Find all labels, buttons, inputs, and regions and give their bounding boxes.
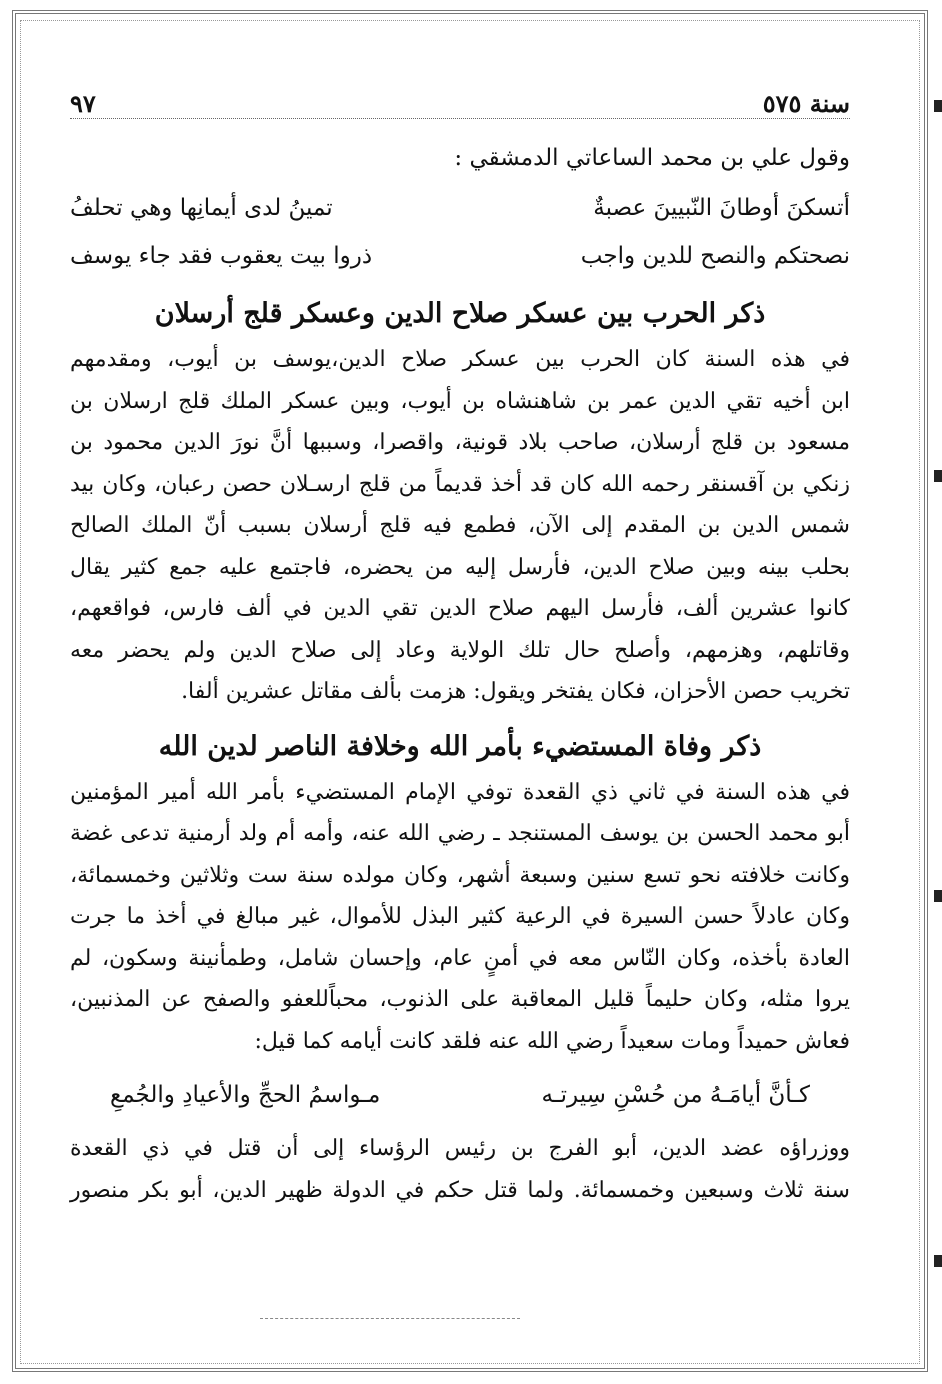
text-line: ووزراؤه عضد الدين، أبو الفرج بن رئيس الرؤساء إلى أن قتل في ذي القعدة <box>70 1136 850 1161</box>
header-year: سنة ٥٧٥ <box>762 89 850 118</box>
binding-mark <box>934 1255 942 1267</box>
bottom-rule <box>260 1318 520 1319</box>
verse-hemistich-1: كـأنَّ أيامَـهُ من حُسْنِ سِيرتـه <box>541 1082 810 1108</box>
text-line: وقاتلهم، وهزمهم، وأصلح حال تلك الولاية وعاد إلى صلاح الدين ولم يحضر معه <box>70 637 850 663</box>
text-line: زنكي بن آقسنقر رحمه الله كان قد أخذ قديماً من قلج ارسـلان حصن رعبان، وكان بيد <box>70 471 851 497</box>
text-line: بحلب بينه وبين صلاح الدين، فأرسل إليه من يحضره، فاجتمع عليه جمع كثير يقال <box>70 554 850 580</box>
section-1-heading: ذكر الحرب بين عسكر صلاح الدين وعسكر قلج أرسلان <box>154 298 766 329</box>
text-line: سنة ثلاث وسبعين وخمسمائة. ولما قتل حكم في الدولة ظهير الدين، أبو بكر منصور <box>70 1177 850 1203</box>
text-line: ابن أخيه تقي الدين عمر بن شاهنشاه بن أيوب، وبين عسكر الملك قلج ارسلان بن <box>70 388 850 414</box>
text-line: وكان عادلاً حسن السيرة في الرعية كثير البذل للأموال، غير مبالغ في أخذ ما جرت <box>70 904 850 929</box>
verse-hemistich-2: تمينُ لدى أيمانِها وهي تحلفُ <box>70 195 333 221</box>
verse-line <box>70 184 850 232</box>
book-page <box>70 78 850 1318</box>
poem-1 <box>70 184 850 280</box>
text-line: في هذه السنة في ثاني ذي القعدة توفي الإمام المستضيء بأمر الله أمير المؤمنين <box>70 779 850 805</box>
section-2-continuation <box>70 1128 850 1211</box>
verse-line <box>110 1070 810 1120</box>
page-number: ٩٧ <box>70 89 96 118</box>
text-line: كانوا عشرين ألف، فأرسل اليهم صلاح الدين تقي الدين في ألف فارس، فواقعهم، <box>70 596 850 621</box>
section-2-heading: ذكر وفاة المستضيء بأمر الله وخلافة الناصر لدين الله <box>158 730 762 762</box>
verse-hemistich-2: ذروا بيت يعقوب فقد جاء يوسف <box>70 243 373 269</box>
verse-line <box>70 232 850 280</box>
text-line: فعاش حميداً ومات سعيداً رضي الله عنه فلقد كانت أيامه كما قيل: <box>254 1028 850 1054</box>
verse-hemistich-1: نصحتكم والنصح للدين واجب <box>580 243 850 269</box>
text-line: تخريب حصن الأحزان، فكان يفتخر ويقول: هزمت بألف مقاتل عشرين ألفا. <box>181 679 850 704</box>
running-header <box>70 78 850 119</box>
binding-mark <box>934 470 942 482</box>
text-line: أبو محمد الحسن بن يوسف المستنجد ـ رضي الله عنه، وأمه أم ولد أرمنية تدعى غضة <box>70 821 850 846</box>
intro-line: وقول علي بن محمد الساعاتي الدمشقي : <box>454 145 850 171</box>
text-line: مسعود بن قلج أرسلان، صاحب بلاد قونية، واقصرا، وسببها أنَّ نورَ الدين محمود بن <box>70 430 850 455</box>
binding-mark <box>934 890 942 902</box>
section-1-paragraph <box>70 339 850 713</box>
verse-hemistich-2: مـواسمُ الحجِّ والأعيادِ والجُمعِ <box>110 1082 381 1108</box>
text-line: العادة بأخذه، وكان النّاس معه في أمنٍ عام، وإحسان شامل، وطمأنينة وسكون، لم <box>70 945 850 971</box>
section-2-paragraph <box>70 772 850 1063</box>
text-line: يروا مثله، وكان حليماً قليل المعاقبة على الذنوب، محباًللعفو والصفح عن المذنبين، <box>70 987 850 1012</box>
binding-mark <box>934 100 942 112</box>
text-line: شمس الدين بن المقدم إلى الآن، فطمع فيه قلج أرسلان بسبب أنّ الملك الصالح <box>70 513 850 538</box>
text-line: وكانت خلافته نحو تسع سنين وسبعة أشهر، وكان مولده سنة ست وثلاثين وخمسمائة، <box>70 862 850 888</box>
text-line: في هذه السنة كان الحرب بين عسكر صلاح الدين،يوسف بن أيوب، ومقدمهم <box>70 347 850 372</box>
verse-hemistich-1: أتسكنَ أوطانَ النّبيينَ عصبةٌ <box>593 195 850 221</box>
